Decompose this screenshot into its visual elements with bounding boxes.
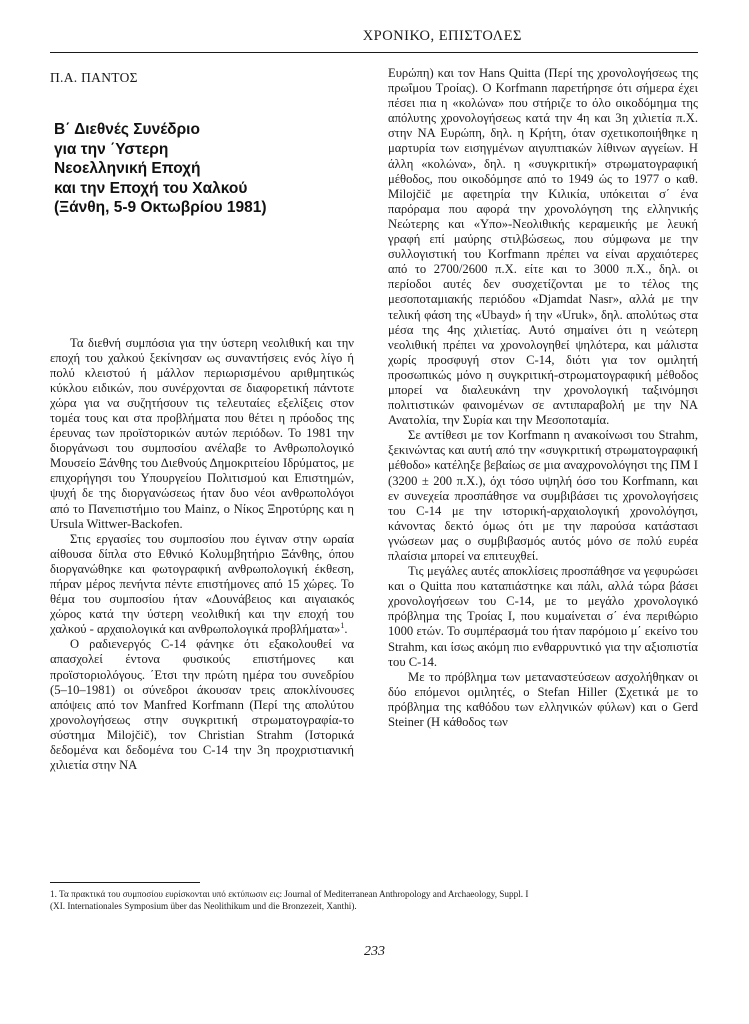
- running-title: ΧΡΟΝΙΚΟ, ΕΠΙΣΤΟΛΕΣ: [362, 28, 522, 44]
- paragraph: Τις μεγάλες αυτές αποκλίσεις προσπάθησε να γεφυρώσει και ο Quitta που καταπιάστηκε και πάλι, αλλά τώρα βάσει χρονολογήσεων του C-14, με το μεγάλο χρονολογικό πρόβλημα της Τροίας Ι, που κυμαίνεται σ΄ ένα περιθώριο 1000 ετών. Το συμπέρασμά του ήταν παρόμοιο μ΄ εκείνο του Strahm, και ίσως ακόμη πιο ενθαρρυντικό για την αξιοπιστία του C-14.: [388, 564, 698, 669]
- left-body-text: [50, 336, 354, 774]
- paragraph: Με το πρόβλημα των μεταναστεύσεων ασχολήθηκαν οι δύο επόμενοι ομιλητές, ο Stefan Hiller (Σχετικά με το πρόβλημα της καθόδου των ελληνικών φύλων) και ο Gerd Steiner (Η κάθοδος των: [388, 669, 698, 730]
- left-column: [50, 66, 354, 773]
- right-column: [388, 66, 698, 730]
- article-title: [54, 120, 354, 218]
- author-name: Π.Α. ΠΑΝΤΟΣ: [50, 70, 138, 85]
- paragraph: Στις εργασίες του συμποσίου που έγιναν στην ωραία αίθουσα δίπλα στο Εθνικό Κολυμβητήριο Ξάνθης, όπου διοργανώθηκε και φωτογραφική ανθρωπολογική έκθεση, πήραν μέρος πενήντα πέντε επιστήμονες από 15 χώρες. Το θέμα του συμποσίου ήταν «Δουνάβειος και αιγαιακός χώρος κατά την ύστερη νεολιθική και την εποχή του χαλκού - αρχαιολογικά και ανθρωπολογικά προβλήματα»$^1$.: [50, 531, 354, 637]
- paragraph-text: Στις εργασίες του συμποσίου που έγιναν στην ωραία αίθουσα δίπλα στο Εθνικό Κολυμβητήριο Ξάνθης, όπου διοργανώθηκε και φωτογραφική ανθρωπολογική έκθεση, πήραν μέρος πενήντα πέντε επιστήμονες από 15 χώρες. Το θέμα του συμποσίου ήταν «Δουνάβειος και αιγαιακός χώρος κατά την ύστερη νεολιθική και την εποχή του χαλκού - αρχαιολογικά και ανθρωπολογικά προβλήματα»: [50, 531, 354, 637]
- paragraph: Τα διεθνή συμπόσια για την ύστερη νεολιθική και την εποχή του χαλκού ξεκίνησαν ως συναντήσεις ενός λίγο ή πολύ κλειστού ή μάλλον περιωρισμένου αριθμητικώς κύκλου ειδικών, που συνέρχονται σε διαφορετική πάντοτε χώρα για να συζητήσουν τις τελευταίες εξελίξεις στον τομέα τους και στα προβλήματα που θέτει η πρόοδος της έρευνας των προϊστορικών αυτών περιόδων. Το 1981 την διοργάνωσι του συμποσίου ανέλαβε το Ανθρωπολογικό Μουσείο Ξάνθης του Διεθνούς Δημοκριτείου Ιδρύματος, με επιχορήγησι του Υπουργείου Πολιτισμού και Επιστημών, ψυχή δε της διοργανώσεως ήταν δυο νέοι ανθρωπολόγοι από το Πανεπιστήμιο του Mainz, ο Νίκος Ξηροτύρης και η Ursula Wittwer-Backofen.: [50, 335, 354, 531]
- footnote-rule: [50, 882, 200, 883]
- paragraph: Ο ραδιενεργός C-14 φάνηκε ότι εξακολουθεί να απασχολεί έντονα φυσικούς επιστήμονες και προϊστοριολόγους. ΄Ετσι την πρώτη ημέρα του συνεδρίου (5–10–1981) οι σύνεδροι άκουσαν τρεις αποκλίνουσες απόψεις από τον Manfred Korfmann (Περί της απολύτου χρονολογήσεως στην συγκριτική στρωματογραφία-το σύστημα Milojčič), τον Christian Strahm (Ιστορικά δεδομένα και δεδομένα του C-14 την 3η προχριστιανική χιλιετία στην ΝΑ: [50, 637, 354, 773]
- footnote: 1. Τα πρακτικά του συμποσίου ευρίσκονται υπό εκτύπωσιν εις: Journal of Mediterranean Anthropology and Archaeology, Suppl. I (XI. Internationales Symposium über das Neolithikum und die Bronzezeit, Xanthi).: [50, 889, 529, 911]
- paragraph: Ευρώπη) και τον Hans Quitta (Περί της χρονολογήσεως της πρωΐμου Τροίας). Ο Korfmann παρετήρησε ότι σήμερα έχει πέσει πια η «κολώνα» που στήριζε το όλο οικοδόμημα της απόλυτης χρονολογήσεως κατά την 4η και 3η χιλιετία π.Χ. στην ΝΑ Ευρώπη, δηλ. η Κρήτη, όταν σχετικοποιήθηκε η μαρτυρία των εισηγμένων αιγυπτιακών λίθινων αγγείων. Η άλλη «κολώνα», δηλ. η «συγκριτική» στρωματογραφική μέθοδος, που οικοδόμησε από το 1949 ώς το 1977 ο καθ. Milojčič με αφετηρία την Κιλικία, υπόκειται σ΄ ένα παρόραμα που αφορά την χρονολόγηση της ελληνικής Νεώτερης και «Υπο»-Νεολιθικής κεραμεικής με λευκή γραφή επί μαύρης στιλβώσεως, που σύμφωνα με την συλλογιστική του Korfmann πρέπει να είναι αρχαιότερες από το 2700/2600 π.Χ. είτε και το 3000 π.Χ., δηλ. οι περίοδοι αυτές δεν συσχετίζονται με το τέλος της μεσοποταμιακής περιόδου «Djamdat Nasr», αλλά με την τελική φάση της «Ubayd» ή την «Uruk», δηλ. απολύτως στα μέσα της 4ης χιλιετίας. Αυτό σημαίνει ότι η νεώτερη νεολιθική πρέπει να χρονολογηθεί ψηλότερα, και μάλιστα χωρίς προσφυγή στον C-14, διότι για τον ομιλητή προσωπικώς μόνο η συγκριτική-στρωματογραφική μέθοδος μπορεί να διαλευκάνη την χρονολογική ταξινόμησι πολιτιστικών φαινομένων σε αντιπαραβολή με την ΝΑ Ανατολία, την Συρία και την Μεσοποταμία.: [388, 66, 698, 428]
- page-number: 233: [364, 944, 385, 959]
- right-body-text: [388, 66, 698, 730]
- title-line: Νεοελληνική Εποχή: [54, 160, 201, 177]
- header-rule: [50, 52, 698, 53]
- title-line: για την ΄Υστερη: [54, 140, 169, 158]
- footnote-marker: 1: [340, 621, 345, 631]
- title-line: Β΄ Διεθνές Συνέδριο: [54, 121, 200, 138]
- title-line: (Ξάνθη, 5-9 Οκτωβρίου 1981): [54, 199, 267, 216]
- title-line: και την Εποχή του Χαλκού: [54, 179, 248, 197]
- paragraph: Σε αντίθεσι με τον Korfmann η ανακοίνωσι του Strahm, ξεκινώντας και αυτή από την «συγκριτική στρωματογραφική μέθοδο» κατέληξε βεβαίως σε μια αναχρονολόγησι της ΠΜ Ι (3200 ± 200 π.Χ.), όχι τόσο υψηλή όσο του Korfmann, και εν συνεχεία προσπάθησε να συμβιβάσει τις χρονολογήσεις του C-14 με την ιστορική-αρχαιολογική χρονολόγησι, κάνοντας δεκτό όμως ότι με την παρούσα κατάστασι γνώσεων μας ο συμβιβασμός αυτός μόνο σε πολύ ευρέα πλαίσια μπορεί να επιτευχθεί.: [388, 428, 698, 563]
- running-header: [50, 28, 698, 45]
